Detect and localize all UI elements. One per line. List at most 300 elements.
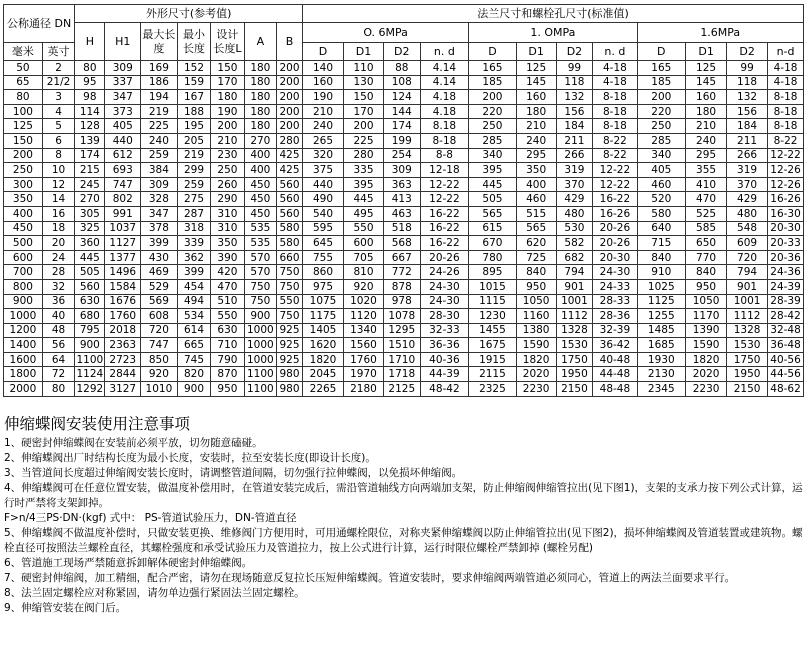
table-cell: 188 xyxy=(177,104,210,119)
col-inch-header: 英寸 xyxy=(42,43,74,61)
table-cell: 802 xyxy=(105,192,141,207)
table-cell: 132 xyxy=(556,90,593,105)
table-cell: 36-48 xyxy=(768,338,804,353)
table-cell: 900 xyxy=(4,294,43,309)
table-cell: 210 xyxy=(211,133,244,148)
table-cell: 820 xyxy=(177,367,210,382)
table-cell: 950 xyxy=(516,279,556,294)
table-cell: 612 xyxy=(105,148,141,163)
table-cell: 1200 xyxy=(4,323,43,338)
table-cell: 95 xyxy=(75,75,105,90)
table-cell: 900 xyxy=(177,382,210,397)
table-cell: 680 xyxy=(75,309,105,324)
table-cell: 1600 xyxy=(4,352,43,367)
table-row xyxy=(4,382,804,397)
table-cell: 12-22 xyxy=(593,163,637,178)
table-cell: 560 xyxy=(277,192,303,207)
table-cell: 1127 xyxy=(105,236,141,251)
table-cell: 1496 xyxy=(105,265,141,280)
table-cell: 318 xyxy=(177,221,210,236)
table-cell: 3127 xyxy=(105,382,141,397)
table-cell: 1230 xyxy=(469,309,516,324)
table-cell: 1175 xyxy=(303,309,344,324)
table-cell: 4-18 xyxy=(593,61,637,76)
table-cell: 1078 xyxy=(383,309,420,324)
table-cell: 114 xyxy=(75,104,105,119)
table-cell: 220 xyxy=(469,104,516,119)
table-row xyxy=(4,338,804,353)
table-cell: 295 xyxy=(686,148,727,163)
p2-d-header: D xyxy=(469,43,516,61)
table-cell: 620 xyxy=(516,236,556,251)
table-cell: 8-18 xyxy=(768,90,804,105)
table-row xyxy=(4,352,804,367)
table-cell: 747 xyxy=(105,177,141,192)
table-cell: 2230 xyxy=(516,382,556,397)
table-cell: 1000 xyxy=(244,338,276,353)
table-cell: 194 xyxy=(141,90,178,105)
table-cell: 582 xyxy=(556,236,593,251)
table-cell: 225 xyxy=(344,133,384,148)
table-cell: 580 xyxy=(277,236,303,251)
table-cell: 747 xyxy=(141,338,178,353)
p3-d-header: D xyxy=(637,43,686,61)
table-cell: 24-30 xyxy=(593,265,637,280)
table-cell: 65 xyxy=(4,75,43,90)
table-cell: 480 xyxy=(727,206,768,221)
col-mm-header: 毫米 xyxy=(4,43,43,61)
table-cell: 309 xyxy=(105,61,141,76)
table-cell: 2020 xyxy=(686,367,727,382)
table-cell: 128 xyxy=(75,119,105,134)
p1-d1-header: D1 xyxy=(344,43,384,61)
table-cell: 174 xyxy=(75,148,105,163)
table-cell: 750 xyxy=(244,294,276,309)
note-item: 9、伸缩管安装在阀门后。 xyxy=(4,602,127,614)
table-cell: 850 xyxy=(141,352,178,367)
table-row xyxy=(4,221,804,236)
table-cell: 550 xyxy=(277,294,303,309)
table-cell: 1510 xyxy=(383,338,420,353)
table-cell: 1820 xyxy=(686,352,727,367)
table-cell: 1000 xyxy=(4,309,43,324)
table-cell: 1750 xyxy=(556,352,593,367)
table-cell: 21/2 xyxy=(42,75,74,90)
table-cell: 1710 xyxy=(383,352,420,367)
table-cell: 580 xyxy=(277,221,303,236)
table-cell: 360 xyxy=(75,236,105,251)
table-cell: 28 xyxy=(42,265,74,280)
table-cell: 240 xyxy=(686,133,727,148)
table-cell: 445 xyxy=(75,250,105,265)
table-cell: 925 xyxy=(277,352,303,367)
table-cell: 460 xyxy=(516,192,556,207)
table-cell: 36 xyxy=(42,294,74,309)
table-cell: 280 xyxy=(344,148,384,163)
table-cell: 608 xyxy=(141,309,178,324)
table-cell: 810 xyxy=(344,265,384,280)
table-cell: 565 xyxy=(469,206,516,221)
table-cell: 305 xyxy=(75,206,105,221)
table-cell: 159 xyxy=(177,75,210,90)
table-cell: 275 xyxy=(177,192,210,207)
table-cell: 595 xyxy=(303,221,344,236)
table-cell: 645 xyxy=(303,236,344,251)
table-cell: 878 xyxy=(383,279,420,294)
table-cell: 429 xyxy=(727,192,768,207)
table-cell: 300 xyxy=(4,177,43,192)
table-cell: 48 xyxy=(42,323,74,338)
table-cell: 124 xyxy=(383,90,420,105)
table-cell: 755 xyxy=(303,250,344,265)
table-cell: 24-30 xyxy=(420,294,469,309)
table-cell: 28-39 xyxy=(768,294,804,309)
table-cell: 190 xyxy=(303,90,344,105)
col-a-header: A xyxy=(244,23,276,61)
table-cell: 16-22 xyxy=(420,221,469,236)
table-cell: 16 xyxy=(42,206,74,221)
table-cell: 800 xyxy=(4,279,43,294)
table-cell: 347 xyxy=(141,206,178,221)
table-cell: 110 xyxy=(344,61,384,76)
table-cell: 140 xyxy=(303,61,344,76)
table-cell: 40-56 xyxy=(768,352,804,367)
note-item: 5、伸缩蝶阀不做温度补偿时，只做安装更换、维修阀门方便用时，可用通螺栓限位，对称夹紧伸缩蝶阀以防止伸缩管拉出(见下图2)，损坏伸缩蝶阀及管道装置或建筑物。螺栓直径可按照法兰螺栓直径，其螺栓强度和承受试验压力及管道拉力，按上公式进行计算，运行时限位螺栓严禁卸掉 (螺栓另配) xyxy=(4,527,803,554)
table-cell: 1050 xyxy=(516,294,556,309)
table-cell: 299 xyxy=(177,163,210,178)
table-row xyxy=(4,177,804,192)
table-cell: 580 xyxy=(637,206,686,221)
table-cell: 630 xyxy=(211,323,244,338)
table-cell: 165 xyxy=(637,61,686,76)
table-row xyxy=(4,192,804,207)
table-cell: 529 xyxy=(141,279,178,294)
col-design-length-header: 设计长度L xyxy=(211,23,244,61)
table-row xyxy=(4,309,804,324)
table-cell: 24-39 xyxy=(768,279,804,294)
table-row xyxy=(4,133,804,148)
table-cell: 219 xyxy=(141,104,178,119)
table-cell: 670 xyxy=(469,236,516,251)
table-cell: 118 xyxy=(556,75,593,90)
table-cell: 363 xyxy=(383,177,420,192)
table-cell: 2150 xyxy=(556,382,593,397)
table-cell: 4-18 xyxy=(768,75,804,90)
table-cell: 1255 xyxy=(637,309,686,324)
table-cell: 569 xyxy=(141,294,178,309)
table-cell: 56 xyxy=(42,338,74,353)
table-row xyxy=(4,236,804,251)
table-cell: 185 xyxy=(637,75,686,90)
table-cell: 950 xyxy=(686,279,727,294)
table-cell: 450 xyxy=(244,177,276,192)
table-cell: 500 xyxy=(4,236,43,251)
table-cell: 399 xyxy=(141,236,178,251)
table-cell: 665 xyxy=(177,338,210,353)
table-cell: 16-22 xyxy=(420,236,469,251)
table-row xyxy=(4,104,804,119)
table-cell: 1560 xyxy=(344,338,384,353)
table-cell: 339 xyxy=(177,236,210,251)
table-cell: 2363 xyxy=(105,338,141,353)
table-cell: 395 xyxy=(469,163,516,178)
table-cell: 950 xyxy=(211,382,244,397)
table-row xyxy=(4,367,804,382)
p3-nd-header: n-d xyxy=(768,43,804,61)
table-cell: 150 xyxy=(211,61,244,76)
table-cell: 160 xyxy=(516,90,556,105)
table-cell: 219 xyxy=(177,148,210,163)
table-cell: 770 xyxy=(686,250,727,265)
table-cell: 2000 xyxy=(4,382,43,397)
table-cell: 2325 xyxy=(469,382,516,397)
table-cell: 1530 xyxy=(727,338,768,353)
table-cell: 710 xyxy=(211,338,244,353)
table-cell: 169 xyxy=(141,61,178,76)
table-cell: 901 xyxy=(556,279,593,294)
table-cell: 8-22 xyxy=(593,148,637,163)
table-cell: 184 xyxy=(556,119,593,134)
table-cell: 1760 xyxy=(344,352,384,367)
pressure-0-6mpa-header: O. 6MPa xyxy=(303,23,469,43)
table-cell: 50 xyxy=(4,61,43,76)
table-cell: 200 xyxy=(277,61,303,76)
table-cell: 160 xyxy=(686,90,727,105)
table-row xyxy=(4,61,804,76)
table-cell: 454 xyxy=(177,279,210,294)
table-cell: 16-30 xyxy=(768,206,804,221)
table-cell: 609 xyxy=(727,236,768,251)
table-cell: 240 xyxy=(303,119,344,134)
table-cell: 174 xyxy=(383,119,420,134)
table-cell: 1400 xyxy=(4,338,43,353)
table-row xyxy=(4,90,804,105)
table-cell: 80 xyxy=(42,382,74,397)
table-cell: 560 xyxy=(277,177,303,192)
table-cell: 80 xyxy=(75,61,105,76)
table-cell: 518 xyxy=(383,221,420,236)
table-cell: 840 xyxy=(516,265,556,280)
table-cell: 480 xyxy=(556,206,593,221)
table-row xyxy=(4,294,804,309)
table-cell: 445 xyxy=(469,177,516,192)
table-cell: 32-39 xyxy=(593,323,637,338)
table-cell: 1750 xyxy=(727,352,768,367)
table-cell: 88 xyxy=(383,61,420,76)
table-cell: 190 xyxy=(211,104,244,119)
table-cell: 259 xyxy=(177,177,210,192)
table-cell: 794 xyxy=(727,265,768,280)
table-cell: 1025 xyxy=(637,279,686,294)
table-cell: 3 xyxy=(42,90,74,105)
table-cell: 210 xyxy=(516,119,556,134)
table-cell: 1915 xyxy=(469,352,516,367)
table-cell: 4.14 xyxy=(420,61,469,76)
table-cell: 548 xyxy=(727,221,768,236)
table-cell: 20-36 xyxy=(768,250,804,265)
table-cell: 772 xyxy=(383,265,420,280)
table-cell: 8 xyxy=(42,148,74,163)
table-cell: 1015 xyxy=(469,279,516,294)
table-cell: 195 xyxy=(177,119,210,134)
table-cell: 2125 xyxy=(383,382,420,397)
table-cell: 180 xyxy=(211,90,244,105)
table-cell: 200 xyxy=(277,75,303,90)
table-cell: 1112 xyxy=(556,309,593,324)
table-cell: 400 xyxy=(244,148,276,163)
table-cell: 370 xyxy=(556,177,593,192)
table-cell: 1125 xyxy=(637,294,686,309)
p2-d1-header: D1 xyxy=(516,43,556,61)
table-cell: 373 xyxy=(105,104,141,119)
table-cell: 2 xyxy=(42,61,74,76)
table-cell: 540 xyxy=(303,206,344,221)
table-cell: 515 xyxy=(516,206,556,221)
table-cell: 720 xyxy=(727,250,768,265)
table-cell: 425 xyxy=(277,148,303,163)
table-cell: 125 xyxy=(516,61,556,76)
table-cell: 2844 xyxy=(105,367,141,382)
table-cell: 210 xyxy=(303,104,344,119)
table-cell: 32 xyxy=(42,279,74,294)
table-cell: 1970 xyxy=(344,367,384,382)
table-cell: 720 xyxy=(141,323,178,338)
table-cell: 840 xyxy=(637,250,686,265)
table-cell: 600 xyxy=(344,236,384,251)
table-cell: 1000 xyxy=(244,323,276,338)
table-cell: 520 xyxy=(637,192,686,207)
table-cell: 167 xyxy=(177,90,210,105)
table-cell: 152 xyxy=(177,61,210,76)
table-cell: 14 xyxy=(42,192,74,207)
table-cell: 920 xyxy=(344,279,384,294)
table-cell: 2723 xyxy=(105,352,141,367)
table-cell: 440 xyxy=(303,177,344,192)
table-cell: 20-33 xyxy=(768,236,804,251)
table-cell: 525 xyxy=(686,206,727,221)
table-cell: 20-26 xyxy=(593,236,637,251)
table-cell: 355 xyxy=(686,163,727,178)
table-cell: 24-26 xyxy=(420,265,469,280)
table-cell: 405 xyxy=(637,163,686,178)
table-cell: 180 xyxy=(244,90,276,105)
table-cell: 280 xyxy=(277,133,303,148)
table-cell: 8-18 xyxy=(768,104,804,119)
table-cell: 32-33 xyxy=(420,323,469,338)
table-cell: 910 xyxy=(637,265,686,280)
table-cell: 156 xyxy=(556,104,593,119)
p1-d-header: D xyxy=(303,43,344,61)
table-cell: 870 xyxy=(211,367,244,382)
table-cell: 565 xyxy=(516,221,556,236)
table-cell: 24-36 xyxy=(768,265,804,280)
table-cell: 1760 xyxy=(105,309,141,324)
table-cell: 160 xyxy=(303,75,344,90)
table-cell: 1292 xyxy=(76,382,104,395)
note-item: 3、当管道间长度超过伸缩阀安装长度时，请调整管道间隔，切勿强行拉伸蝶阀，以免损坏伸缩阀。 xyxy=(4,467,463,479)
table-cell: 64 xyxy=(42,352,74,367)
table-cell: 108 xyxy=(383,75,420,90)
table-cell: 700 xyxy=(4,265,43,280)
table-cell: 1584 xyxy=(105,279,141,294)
table-cell: 1100 xyxy=(244,367,276,382)
table-cell: 399 xyxy=(177,265,210,280)
table-cell: 1390 xyxy=(686,323,727,338)
table-cell: 1380 xyxy=(516,323,556,338)
table-cell: 40 xyxy=(42,309,74,324)
table-cell: 28-30 xyxy=(420,309,469,324)
table-cell: 8-18 xyxy=(593,119,637,134)
table-cell: 211 xyxy=(556,133,593,148)
table-cell: 1377 xyxy=(105,250,141,265)
table-cell: 1115 xyxy=(469,294,516,309)
table-cell: 362 xyxy=(177,250,210,265)
table-cell: 1170 xyxy=(686,309,727,324)
table-cell: 80 xyxy=(4,90,43,105)
table-cell: 550 xyxy=(344,221,384,236)
table-cell: 2180 xyxy=(344,382,384,397)
note-item: 2、伸缩蝶阀出厂时结构长度为最小长度，安装时，拉至安装长度(即设计长度)。 xyxy=(4,452,376,464)
table-cell: 494 xyxy=(177,294,210,309)
table-cell: 4-18 xyxy=(768,61,804,76)
table-cell: 240 xyxy=(141,133,178,148)
table-row xyxy=(4,75,804,90)
table-cell: 225 xyxy=(141,119,178,134)
table-cell: 4.14 xyxy=(420,75,469,90)
p2-d2-header: D2 xyxy=(556,43,593,61)
table-cell: 534 xyxy=(177,309,210,324)
table-cell: 6 xyxy=(42,133,74,148)
dimension-table-body xyxy=(4,61,804,397)
table-cell: 429 xyxy=(556,192,593,207)
table-cell: 170 xyxy=(344,104,384,119)
table-cell: 413 xyxy=(383,192,420,207)
table-cell: 20-26 xyxy=(593,221,637,236)
table-cell: 2150 xyxy=(727,382,768,397)
table-cell: 8.18 xyxy=(420,119,469,134)
table-cell: 350 xyxy=(516,163,556,178)
table-cell: 460 xyxy=(637,177,686,192)
table-cell: 24-30 xyxy=(420,279,469,294)
table-cell: 490 xyxy=(303,192,344,207)
table-cell: 1037 xyxy=(105,221,141,236)
table-cell: 390 xyxy=(211,250,244,265)
table-cell: 230 xyxy=(211,148,244,163)
col-h-header: H xyxy=(75,23,105,61)
pressure-1-0mpa-header: 1. OMPa xyxy=(469,23,637,43)
table-cell: 12-22 xyxy=(593,177,637,192)
table-row xyxy=(4,206,804,221)
table-cell: 463 xyxy=(383,206,420,221)
table-cell: 340 xyxy=(469,148,516,163)
table-cell: 99 xyxy=(556,61,593,76)
table-cell: 1112 xyxy=(727,309,768,324)
table-cell: 1930 xyxy=(637,352,686,367)
table-cell: 180 xyxy=(244,119,276,134)
table-cell: 48-62 xyxy=(768,382,804,397)
table-cell: 16-22 xyxy=(593,192,637,207)
table-row xyxy=(4,250,804,265)
table-cell: 925 xyxy=(277,338,303,353)
table-cell: 347 xyxy=(105,90,141,105)
table-cell: 693 xyxy=(105,163,141,178)
table-cell: 400 xyxy=(516,177,556,192)
nominal-diameter-header: 公称通径 DN xyxy=(4,5,75,43)
table-cell: 4.18 xyxy=(420,90,469,105)
table-cell: 470 xyxy=(211,279,244,294)
table-cell: 560 xyxy=(75,279,105,294)
table-cell: 615 xyxy=(469,221,516,236)
